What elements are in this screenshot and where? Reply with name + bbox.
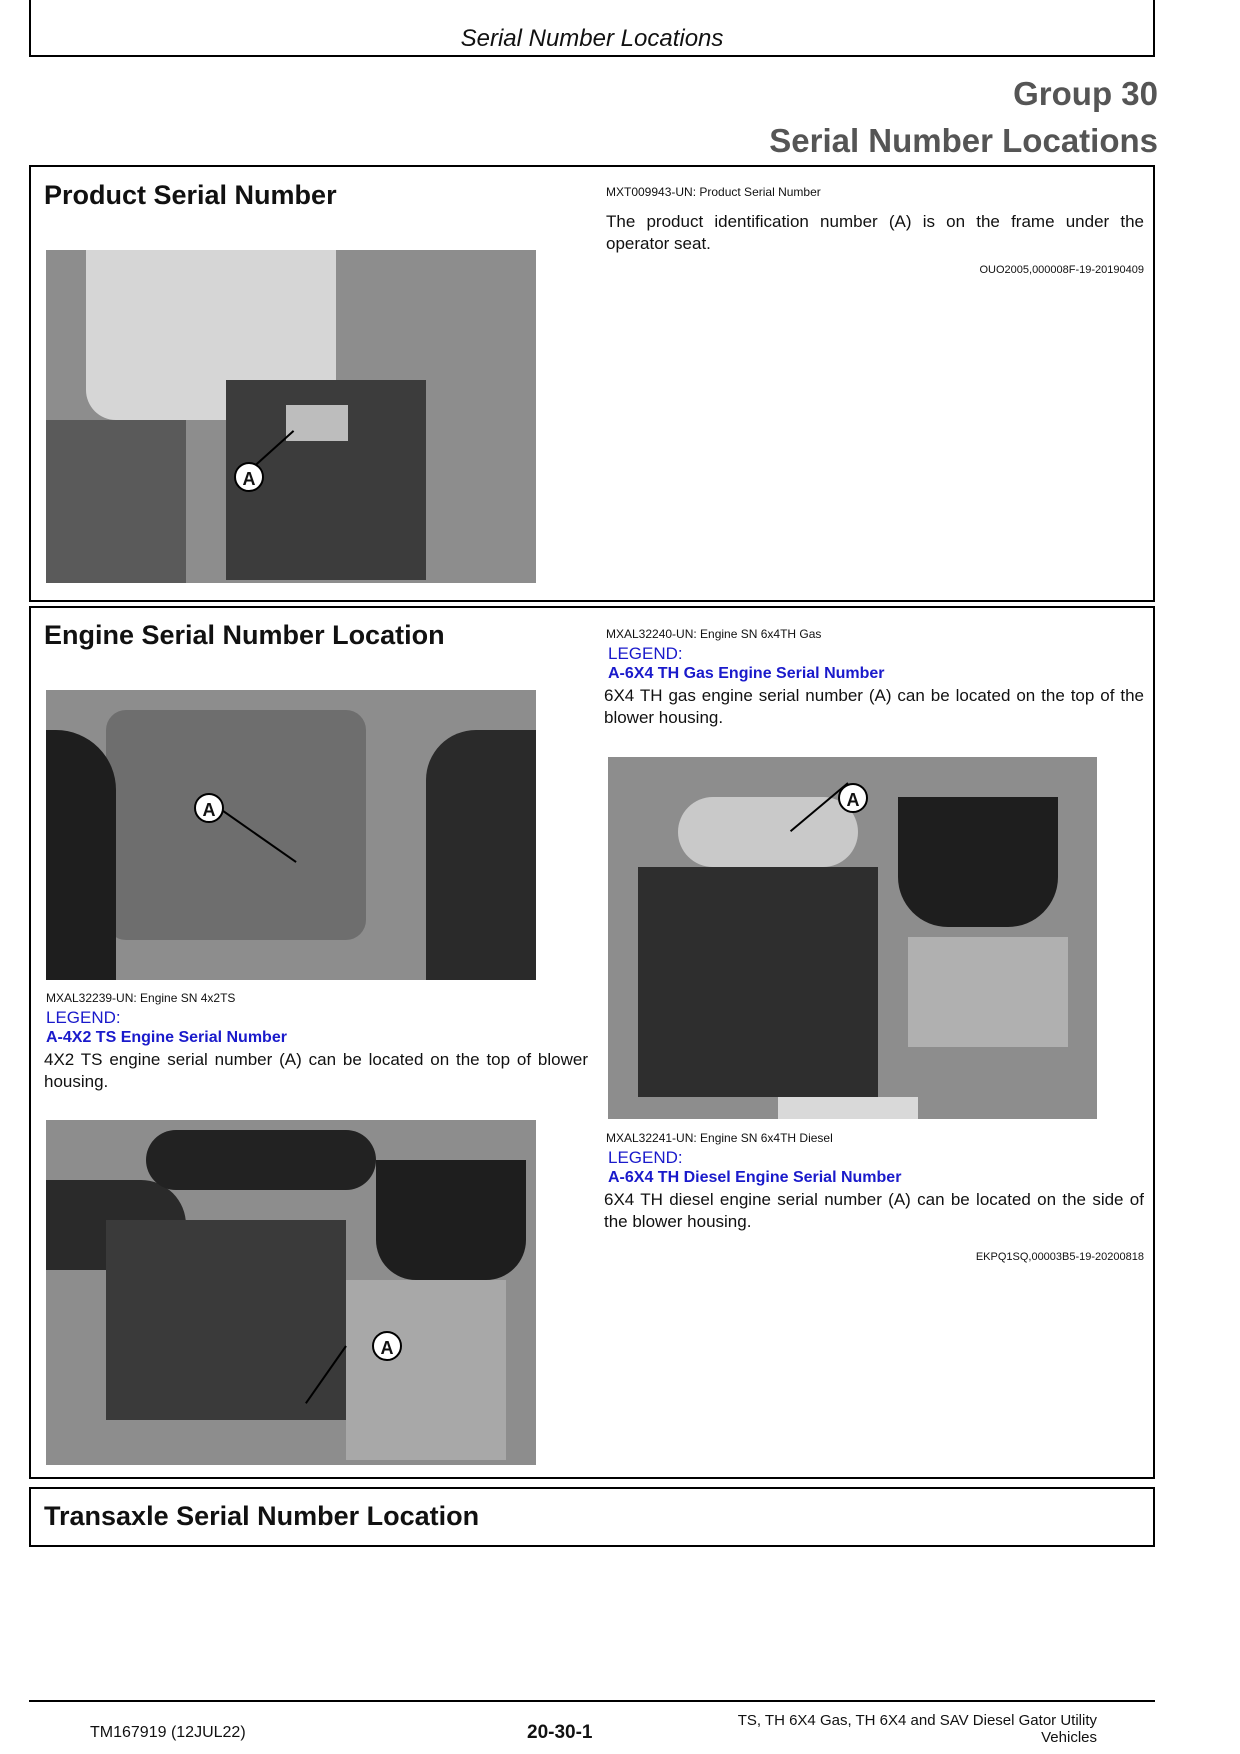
footer-rule [29, 1700, 1155, 1702]
engine-reference-code: EKPQ1SQ,00003B5-19-20200818 [975, 1251, 1144, 1263]
engine-diesel-caption: MXAL32241-UN: Engine SN 6x4TH Diesel [606, 1131, 833, 1145]
transaxle-serial-title: Transaxle Serial Number Location [44, 1501, 480, 1531]
product-serial-title: Product Serial Number [44, 180, 337, 210]
callout-a-badge: A [234, 462, 264, 492]
callout-a-badge: A [838, 783, 868, 813]
footer-page-number: 20-30-1 [527, 1722, 593, 1743]
callout-a-badge: A [372, 1331, 402, 1361]
blower-shroud-shape [376, 1160, 526, 1280]
transmission-shape [346, 1280, 506, 1460]
muffler-shape [678, 797, 858, 867]
engine-diesel-legend-item: A-6X4 TH Diesel Engine Serial Number [608, 1169, 902, 1186]
group-heading [769, 70, 1158, 164]
group-title: Serial Number Locations [769, 122, 1158, 159]
running-header-text: Serial Number Locations [460, 25, 724, 52]
engine-block-shape [638, 867, 878, 1097]
footer-product-line2: Vehicles [1041, 1729, 1097, 1746]
engine-gas-legend-label: LEGEND: [608, 644, 683, 663]
muffler-shape [146, 1130, 376, 1190]
important-label-shape [778, 1097, 918, 1119]
engine-gas-caption: MXAL32240-UN: Engine SN 6x4TH Gas [606, 627, 822, 641]
engine-4x2-legend-item: A-4X2 TS Engine Serial Number [46, 1029, 287, 1046]
engine-gas-body-text: 6X4 TH gas engine serial number (A) can be located on the top of the blower housing. [604, 686, 1144, 727]
serial-plate-shape [286, 405, 348, 441]
blower-shroud-shape [898, 797, 1058, 927]
engine-gas-legend-item: A-6X4 TH Gas Engine Serial Number [608, 665, 885, 682]
shifter-area-shape [46, 420, 186, 583]
engine-housing-shape [106, 1220, 346, 1420]
running-header [29, 0, 1155, 57]
transmission-shape [908, 937, 1068, 1047]
callout-a-badge: A [194, 793, 224, 823]
engine-6x4th-diesel-photo [608, 757, 1097, 1119]
fender-shape [426, 730, 536, 980]
footer-product-line1: TS, TH 6X4 Gas, TH 6X4 and SAV Diesel Gator Utility [737, 1712, 1097, 1729]
product-image-caption: MXT009943-UN: Product Serial Number [606, 185, 821, 199]
engine-diesel-legend-label: LEGEND: [608, 1148, 683, 1167]
engine-4x2-body-text: 4X2 TS engine serial number (A) can be located on the top of blower housing. [44, 1050, 588, 1091]
product-serial-photo [46, 250, 536, 583]
engine-serial-title: Engine Serial Number Location [44, 620, 445, 650]
tire-shape [46, 730, 116, 980]
group-label: Group 30 [1013, 75, 1158, 112]
product-reference-code: OUO2005,000008F-19-20190409 [979, 264, 1144, 276]
engine-4x2-caption: MXAL32239-UN: Engine SN 4x2TS [46, 991, 236, 1005]
engine-diesel-body-text: 6X4 TH diesel engine serial number (A) can be located on the side of the blower housing. [604, 1190, 1144, 1231]
footer-product-name [738, 1712, 1097, 1746]
engine-4x2-legend-label: LEGEND: [46, 1008, 121, 1027]
engine-4x2ts-photo [46, 690, 536, 980]
footer-doc-id: TM167919 (12JUL22) [90, 1724, 246, 1741]
engine-6x4th-gas-photo [46, 1120, 536, 1465]
engine-block-shape [106, 710, 366, 940]
product-body-text: The product identification number (A) is on the frame under the operator seat. [606, 212, 1144, 253]
